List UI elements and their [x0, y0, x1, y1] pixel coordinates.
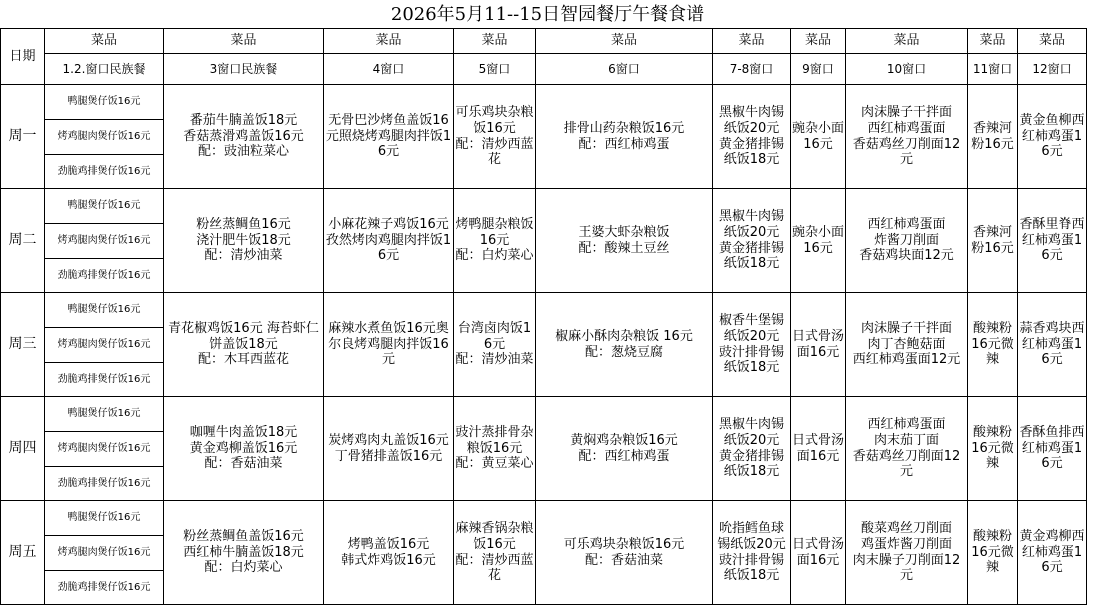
dish-line: 配：清炒油菜 [455, 352, 534, 368]
dish-line: 西红柿鸡蛋面 [867, 217, 946, 233]
dish-cell [324, 85, 454, 189]
dish-line: 麻辣香锅杂粮饭16元 [455, 521, 534, 552]
dish-line: 浇汁肥牛饭18元 [196, 232, 291, 248]
window-label: 3窗口民族餐 [164, 54, 324, 85]
dish-cell [454, 189, 536, 293]
claypot-item: 劲脆鸡排煲仔饭16元 [45, 363, 164, 397]
dish-line: 黄金鱼柳西红柿鸡蛋16元 [1019, 113, 1085, 160]
header-row [1, 29, 1087, 54]
dish-line: 酸辣粉16元微辣 [971, 425, 1014, 472]
dish-line: 粉丝蒸鲷鱼盖饭16元 [183, 529, 304, 545]
dish-cell [164, 501, 324, 605]
dish-cell [713, 501, 791, 605]
claypot-item: 鸭腿煲仔饭16元 [45, 397, 164, 432]
window-row [1, 54, 1087, 85]
dish-line: 黑椒牛肉锡纸饭20元 [718, 417, 784, 448]
dish-header: 菜品 [536, 29, 713, 54]
dish-line: 香菇鸡块面12元 [859, 248, 954, 264]
dish-line: 酸辣粉16元微辣 [971, 529, 1014, 576]
dish-cell [164, 85, 324, 189]
dish-cell [164, 397, 324, 501]
dish-cell [1018, 189, 1087, 293]
dish-cell [713, 189, 791, 293]
dish-line: 黄焖鸡杂粮饭16元 [570, 432, 678, 448]
page-title: 2026年5月11--15日智园餐厅午餐食谱 [390, 4, 705, 25]
dish-cell [454, 293, 536, 397]
day-label: 周一 [1, 85, 45, 189]
dish-cell [536, 293, 713, 397]
day-label: 周五 [1, 501, 45, 605]
dish-cell [968, 189, 1018, 293]
dish-line: 可乐鸡块杂粮饭16元 [455, 105, 534, 136]
dish-line: 西红柿鸡蛋面 [867, 417, 946, 433]
claypot-item: 烤鸡腿肉煲仔饭16元 [45, 328, 164, 363]
day-label: 周三 [1, 293, 45, 397]
dish-line: 炭烤鸡肉丸盖饭16元丁骨猪排盖饭16元 [328, 432, 449, 464]
claypot-item: 鸭腿煲仔饭16元 [45, 293, 164, 328]
dish-cell [846, 501, 968, 605]
window-label: 6窗口 [536, 54, 713, 85]
dish-line: 香辣河粉16元 [971, 224, 1014, 256]
dish-line: 日式骨汤面16元 [792, 536, 845, 568]
dish-cell [164, 293, 324, 397]
dish-line: 香酥鱼排西红柿鸡蛋16元 [1019, 425, 1085, 472]
dish-line: 蒜香鸡块西红柿鸡蛋16元 [1019, 321, 1085, 368]
dish-line: 韩式炸鸡饭16元 [341, 552, 436, 568]
dish-line: 香辣河粉16元 [971, 120, 1014, 152]
dish-line: 日式骨汤面16元 [792, 328, 845, 360]
dish-line: 配：白灼菜心 [204, 560, 283, 576]
claypot-item: 烤鸡腿肉煲仔饭16元 [45, 432, 164, 467]
window-label: 7-8窗口 [713, 54, 791, 85]
dish-cell [713, 85, 791, 189]
menu-table [0, 28, 1087, 605]
dish-line: 王婆大虾杂粮饭 [578, 224, 670, 240]
dish-line: 配：白灼菜心 [455, 248, 534, 264]
dish-header: 菜品 [454, 29, 536, 54]
day-label: 周二 [1, 189, 45, 293]
dish-cell [713, 293, 791, 397]
dish-header: 菜品 [846, 29, 968, 54]
dish-line: 粉丝蒸鲷鱼16元 [196, 217, 291, 233]
dish-line: 配：清炒西蓝花 [455, 136, 534, 168]
dish-line: 配：西红柿鸡蛋 [578, 136, 670, 152]
dish-line: 香菇蒸滑鸡盖饭16元 [183, 128, 304, 144]
dish-line: 烤鸭盖饭16元 [347, 536, 430, 552]
dish-line: 麻辣水煮鱼饭16元奥尔良烤鸡腿肉拌饭16元 [328, 321, 449, 368]
dish-line: 咖喱牛肉盖饭18元 [189, 425, 298, 441]
claypot-item: 劲脆鸡排煲仔饭16元 [45, 259, 164, 293]
dish-cell [713, 397, 791, 501]
dish-cell [968, 501, 1018, 605]
dish-cell [324, 293, 454, 397]
dish-line: 黄金鸡柳盖饭16元 [189, 440, 298, 456]
day-row [1, 397, 1087, 432]
date-header: 日期 [1, 29, 45, 85]
dish-line: 台湾卤肉饭16元 [457, 321, 532, 352]
dish-cell [968, 293, 1018, 397]
dish-line: 配：香菇油菜 [584, 552, 663, 568]
dish-line: 炸酱刀削面 [873, 232, 939, 248]
dish-header: 菜品 [713, 29, 791, 54]
dish-cell [846, 293, 968, 397]
dish-cell [791, 501, 846, 605]
dish-line: 小麻花辣子鸡饭16元孜然烤肉鸡腿肉拌饭16元 [325, 217, 452, 264]
dish-cell [791, 85, 846, 189]
dish-line: 配：木耳西蓝花 [197, 352, 289, 368]
dish-cell [454, 85, 536, 189]
dish-cell [454, 501, 536, 605]
window-label: 9窗口 [791, 54, 846, 85]
dish-cell [324, 501, 454, 605]
dish-cell [791, 397, 846, 501]
dish-line: 酸菜鸡丝刀削面 [860, 521, 952, 537]
claypot-item: 鸭腿煲仔饭16元 [45, 189, 164, 224]
dish-cell [324, 189, 454, 293]
dish-line: 黄金猪排锡纸饭18元 [718, 448, 784, 480]
dish-line: 豉汁蒸排骨杂粮饭16元 [455, 425, 534, 456]
dish-line: 豌杂小面16元 [792, 224, 845, 256]
dish-line: 肉丁杏鲍菇面 [867, 336, 946, 352]
dish-line: 豌杂小面16元 [792, 120, 845, 152]
window-label: 4窗口 [324, 54, 454, 85]
claypot-item: 烤鸡腿肉煲仔饭16元 [45, 224, 164, 259]
dish-line: 香菇鸡丝刀削面12元 [852, 136, 961, 168]
dish-cell [1018, 85, 1087, 189]
dish-cell [1018, 501, 1087, 605]
dish-line: 日式骨汤面16元 [792, 432, 845, 464]
dish-line: 配：西红柿鸡蛋 [578, 448, 670, 464]
dish-cell [791, 189, 846, 293]
dish-cell [536, 85, 713, 189]
dish-cell [324, 397, 454, 501]
dish-line: 无骨巴沙烤鱼盖饭16元照烧烤鸡腿肉拌饭16元 [325, 113, 452, 160]
dish-cell [968, 397, 1018, 501]
window-label: 1.2.窗口民族餐 [45, 54, 164, 85]
dish-cell [846, 189, 968, 293]
dish-line: 黄金猪排锡纸饭18元 [718, 240, 784, 272]
day-label: 周四 [1, 397, 45, 501]
window-label: 10窗口 [846, 54, 968, 85]
dish-line: 豉汁排骨锡纸饭18元 [718, 344, 784, 376]
dish-line: 配：清炒油菜 [204, 248, 283, 264]
dish-line: 肉末茄丁面 [873, 432, 939, 448]
dish-header: 菜品 [324, 29, 454, 54]
day-row [1, 501, 1087, 536]
dish-line: 豉汁排骨锡纸饭18元 [718, 552, 784, 584]
dish-cell [791, 293, 846, 397]
dish-line: 配：酸辣土豆丝 [578, 240, 670, 256]
day-row [1, 85, 1087, 120]
dish-cell [968, 85, 1018, 189]
day-row [1, 293, 1087, 328]
dish-cell [536, 501, 713, 605]
dish-line: 黄金鸡柳西红柿鸡蛋16元 [1019, 529, 1085, 576]
dish-line: 配：香菇油菜 [204, 456, 283, 472]
dish-line: 肉末臊子刀削面12元 [852, 552, 961, 584]
dish-cell [454, 397, 536, 501]
day-row [1, 189, 1087, 224]
dish-header: 菜品 [1018, 29, 1087, 54]
dish-line: 西红柿鸡蛋面 [867, 120, 946, 136]
dish-line: 配：葱烧豆腐 [584, 344, 663, 360]
dish-line: 可乐鸡块杂粮饭16元 [563, 536, 685, 552]
dish-line: 配：黄豆菜心 [455, 456, 534, 472]
dish-line: 酸辣粉16元微辣 [971, 321, 1014, 368]
dish-line: 鸡蛋炸酱刀削面 [860, 536, 952, 552]
claypot-item: 鸭腿煲仔饭16元 [45, 85, 164, 120]
dish-line: 青花椒鸡饭16元 海苔虾仁饼盖饭18元 [168, 321, 319, 352]
dish-line: 椒麻小酥肉杂粮饭 16元 [555, 328, 693, 344]
claypot-item: 烤鸡腿肉煲仔饭16元 [45, 536, 164, 571]
dish-line: 番茄牛腩盖饭18元 [189, 113, 298, 129]
claypot-item: 鸭腿煲仔饭16元 [45, 501, 164, 536]
dish-line: 肉沫臊子干拌面 [860, 105, 952, 121]
dish-line: 香菇鸡丝刀削面12元 [852, 448, 961, 480]
dish-line: 排骨山药杂粮饭16元 [563, 120, 685, 136]
window-label: 11窗口 [968, 54, 1018, 85]
claypot-item: 劲脆鸡排煲仔饭16元 [45, 571, 164, 605]
dish-header: 菜品 [45, 29, 164, 54]
dish-line: 黄金猪排锡纸饭18元 [718, 136, 784, 168]
dish-line: 吮指鳕鱼球锡纸饭20元 [717, 521, 786, 552]
dish-header: 菜品 [791, 29, 846, 54]
dish-cell [536, 397, 713, 501]
dish-line: 配：豉油粒菜心 [197, 144, 289, 160]
dish-cell [1018, 397, 1087, 501]
dish-cell [1018, 293, 1087, 397]
claypot-item: 劲脆鸡排煲仔饭16元 [45, 467, 164, 501]
dish-cell [164, 189, 324, 293]
dish-cell [846, 85, 968, 189]
dish-header: 菜品 [968, 29, 1018, 54]
dish-line: 肉沫臊子干拌面 [860, 321, 952, 337]
dish-cell [846, 397, 968, 501]
dish-line: 黑椒牛肉锡纸饭20元 [718, 105, 784, 136]
dish-line: 烤鸭腿杂粮饭16元 [455, 217, 534, 248]
dish-line: 西红柿鸡蛋面12元 [852, 352, 961, 368]
claypot-item: 烤鸡腿肉煲仔饭16元 [45, 120, 164, 155]
dish-header: 菜品 [164, 29, 324, 54]
dish-line: 配：清炒西蓝花 [455, 552, 534, 584]
window-label: 5窗口 [454, 54, 536, 85]
dish-cell [536, 189, 713, 293]
dish-line: 西红柿牛腩盖饭18元 [183, 544, 304, 560]
dish-line: 香酥里脊西红柿鸡蛋16元 [1019, 217, 1085, 264]
dish-line: 椒香牛堡锡纸饭20元 [718, 313, 784, 344]
claypot-item: 劲脆鸡排煲仔饭16元 [45, 155, 164, 189]
window-label: 12窗口 [1018, 54, 1087, 85]
dish-line: 黑椒牛肉锡纸饭20元 [718, 209, 784, 240]
